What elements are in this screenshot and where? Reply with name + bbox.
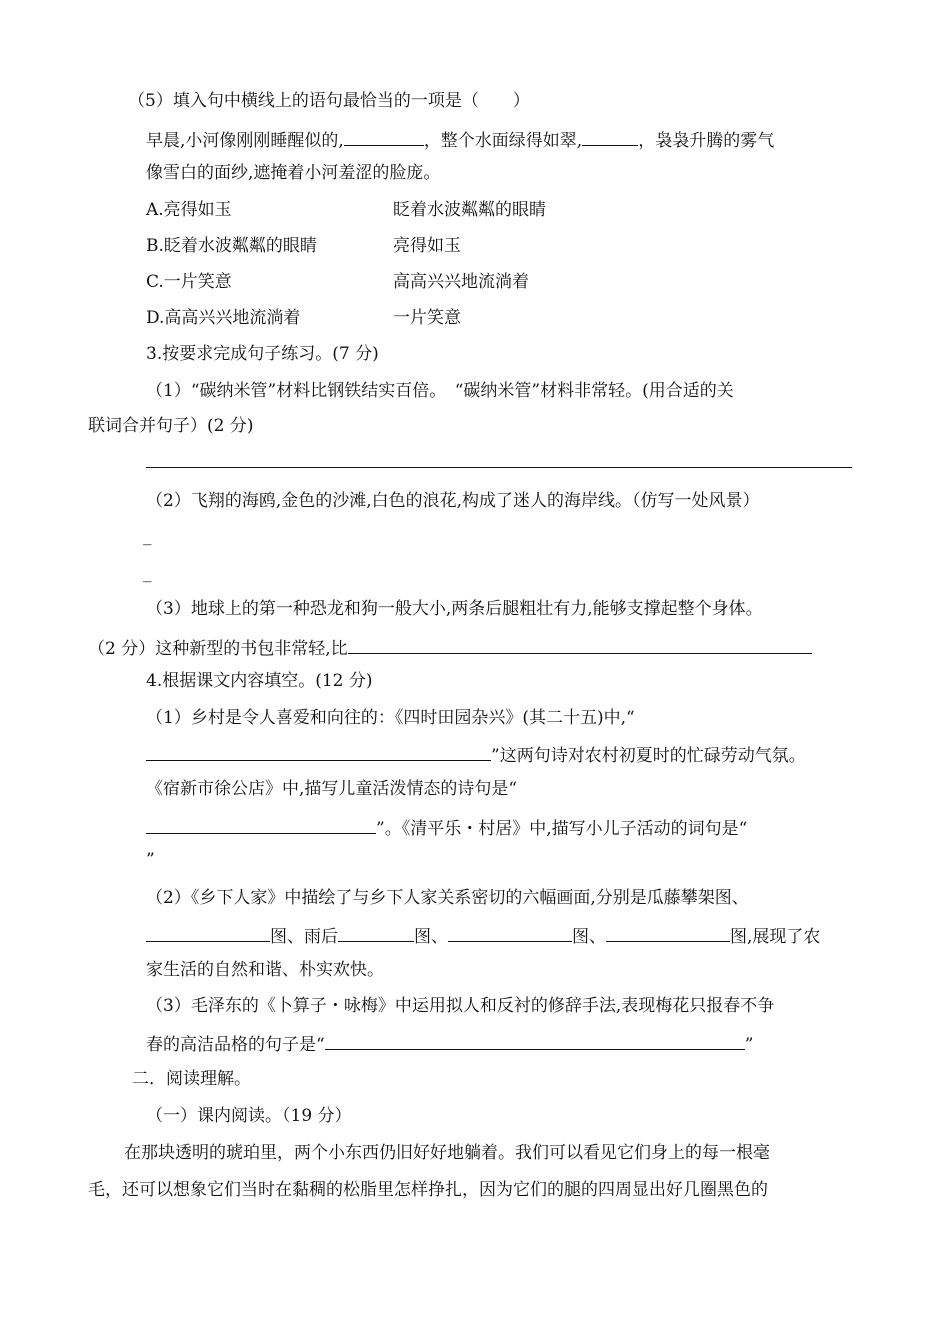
q4-p2-line1: （2）《乡下人家》中描绘了与乡下人家关系密切的六幅画面,分别是瓜藤攀架图、 — [146, 888, 749, 908]
q3-answer-line-1[interactable] — [146, 467, 852, 468]
q5-sentence-c: ，袅袅升腾的雾气 — [638, 131, 775, 151]
q4-p1-blank-1[interactable] — [146, 742, 491, 761]
q4-p3-line1: （3）毛泽东的《卜算子・咏梅》中运用拟人和反衬的修辞手法,表现梅花只报春不争 — [146, 996, 775, 1016]
q4-p2-line3: 家生活的自然和谐、朴实欢快。 — [146, 960, 384, 980]
passage-line2: 毛，还可以想象它们当时在黏稠的松脂里怎样挣扎，因为它们的腿的四周显出好几圈黑色的 — [88, 1180, 768, 1200]
q4-title: 4.根据课文内容填空。(12 分) — [146, 671, 373, 691]
passage-line1: 在那块透明的琥珀里，两个小东西仍旧好好地躺着。我们可以看见它们身上的每一根毫 — [124, 1143, 770, 1163]
q4-p1-line4-tail: ”。《清平乐・村居》中,描写小儿子活动的词句是“ — [376, 819, 748, 839]
q4-p2-seg2: 图、 — [414, 927, 448, 947]
q5-blank-2[interactable] — [582, 127, 638, 146]
q5-option-d-right: 一片笑意 — [393, 308, 461, 328]
q5-option-c-right: 高高兴兴地流淌着 — [393, 272, 529, 292]
q4-p3-line2 — [146, 1031, 753, 1056]
q4-p2-seg1: 图、雨后 — [270, 927, 338, 947]
q4-p2-blank-4[interactable] — [606, 923, 730, 942]
q5-sentence-line1 — [146, 127, 774, 152]
q3-p1-line1: （1）“碳纳米管”材料比钢铁结实百倍。 “碳纳米管”材料非常轻。(用合适的关 — [146, 381, 734, 401]
q5-option-d-left[interactable]: D.高高兴兴地流淌着 — [146, 308, 301, 328]
q4-p3-blank[interactable] — [325, 1031, 745, 1050]
q4-p2-blank-3[interactable] — [448, 923, 572, 942]
q4-p1-line2-tail: ”这两句诗对农村初夏时的忙碌劳动气氛。 — [491, 746, 806, 766]
q3-p3-text: （2 分）这种新型的书包非常轻,比 — [88, 639, 348, 659]
q5-prompt: （5）填入句中横线上的语句最恰当的一项是（ ） — [128, 91, 530, 111]
q5-sentence-line2: 像雪白的面纱,遮掩着小河羞涩的脸庞。 — [146, 163, 441, 183]
q3-p3-line1: （3）地球上的第一种恐龙和狗一般大小,两条后腿粗壮有力,能够支撑起整个身体。 — [146, 599, 763, 619]
q5-sentence-b: ，整个水面绿得如翠, — [423, 131, 583, 151]
q5-blank-1[interactable] — [344, 127, 424, 146]
section2-sub: （一）课内阅读。（19 分） — [146, 1106, 352, 1126]
q4-p3-text: 春的高洁品格的句子是“ — [146, 1035, 325, 1055]
q3-p3-line2 — [88, 635, 812, 660]
q3-p3-blank[interactable] — [348, 635, 812, 654]
q4-p2-blank-2[interactable] — [338, 923, 414, 942]
q4-p1-line2 — [146, 742, 806, 767]
q4-p3-end: ” — [744, 1035, 754, 1055]
q3-p2: （2）飞翔的海鸥,金色的沙滩,白色的浪花,构成了迷人的海岸线。（仿写一处风景） — [146, 491, 760, 511]
q5-option-a-left[interactable]: A.亮得如玉 — [146, 200, 232, 220]
q4-p1-line1: （1）乡村是令人喜爱和向往的：《四时田园杂兴》(其二十五)中,“ — [146, 708, 635, 728]
q4-p2-line2 — [146, 923, 820, 948]
q3-p1-line2: 联词合并句子）(2 分) — [88, 416, 254, 436]
q5-option-a-right: 眨着水波粼粼的眼睛 — [393, 200, 546, 220]
q3-dash-2[interactable]: _ — [143, 563, 152, 583]
q4-p1-line4 — [146, 815, 747, 840]
q4-p2-blank-1[interactable] — [146, 923, 270, 942]
q5-sentence-a: 早晨,小河像刚刚睡醒似的, — [146, 131, 344, 151]
q4-p2-seg4: 图,展现了农 — [730, 927, 821, 947]
q5-option-b-right: 亮得如玉 — [393, 236, 461, 256]
section2-title: 二．阅读理解。 — [132, 1069, 251, 1089]
q3-dash-1[interactable]: _ — [143, 526, 152, 546]
q4-p1-line3: 《宿新市徐公店》中,描写儿童活泼情态的诗句是“ — [146, 779, 518, 799]
q4-p1-line5: ” — [146, 850, 155, 870]
q5-option-b-left[interactable]: B.眨着水波粼粼的眼睛 — [146, 236, 317, 256]
q4-p2-seg3: 图、 — [572, 927, 606, 947]
q4-p1-blank-2[interactable] — [146, 815, 376, 834]
q3-title: 3.按要求完成句子练习。(7 分) — [146, 344, 379, 364]
q5-option-c-left[interactable]: C.一片笑意 — [146, 272, 232, 292]
